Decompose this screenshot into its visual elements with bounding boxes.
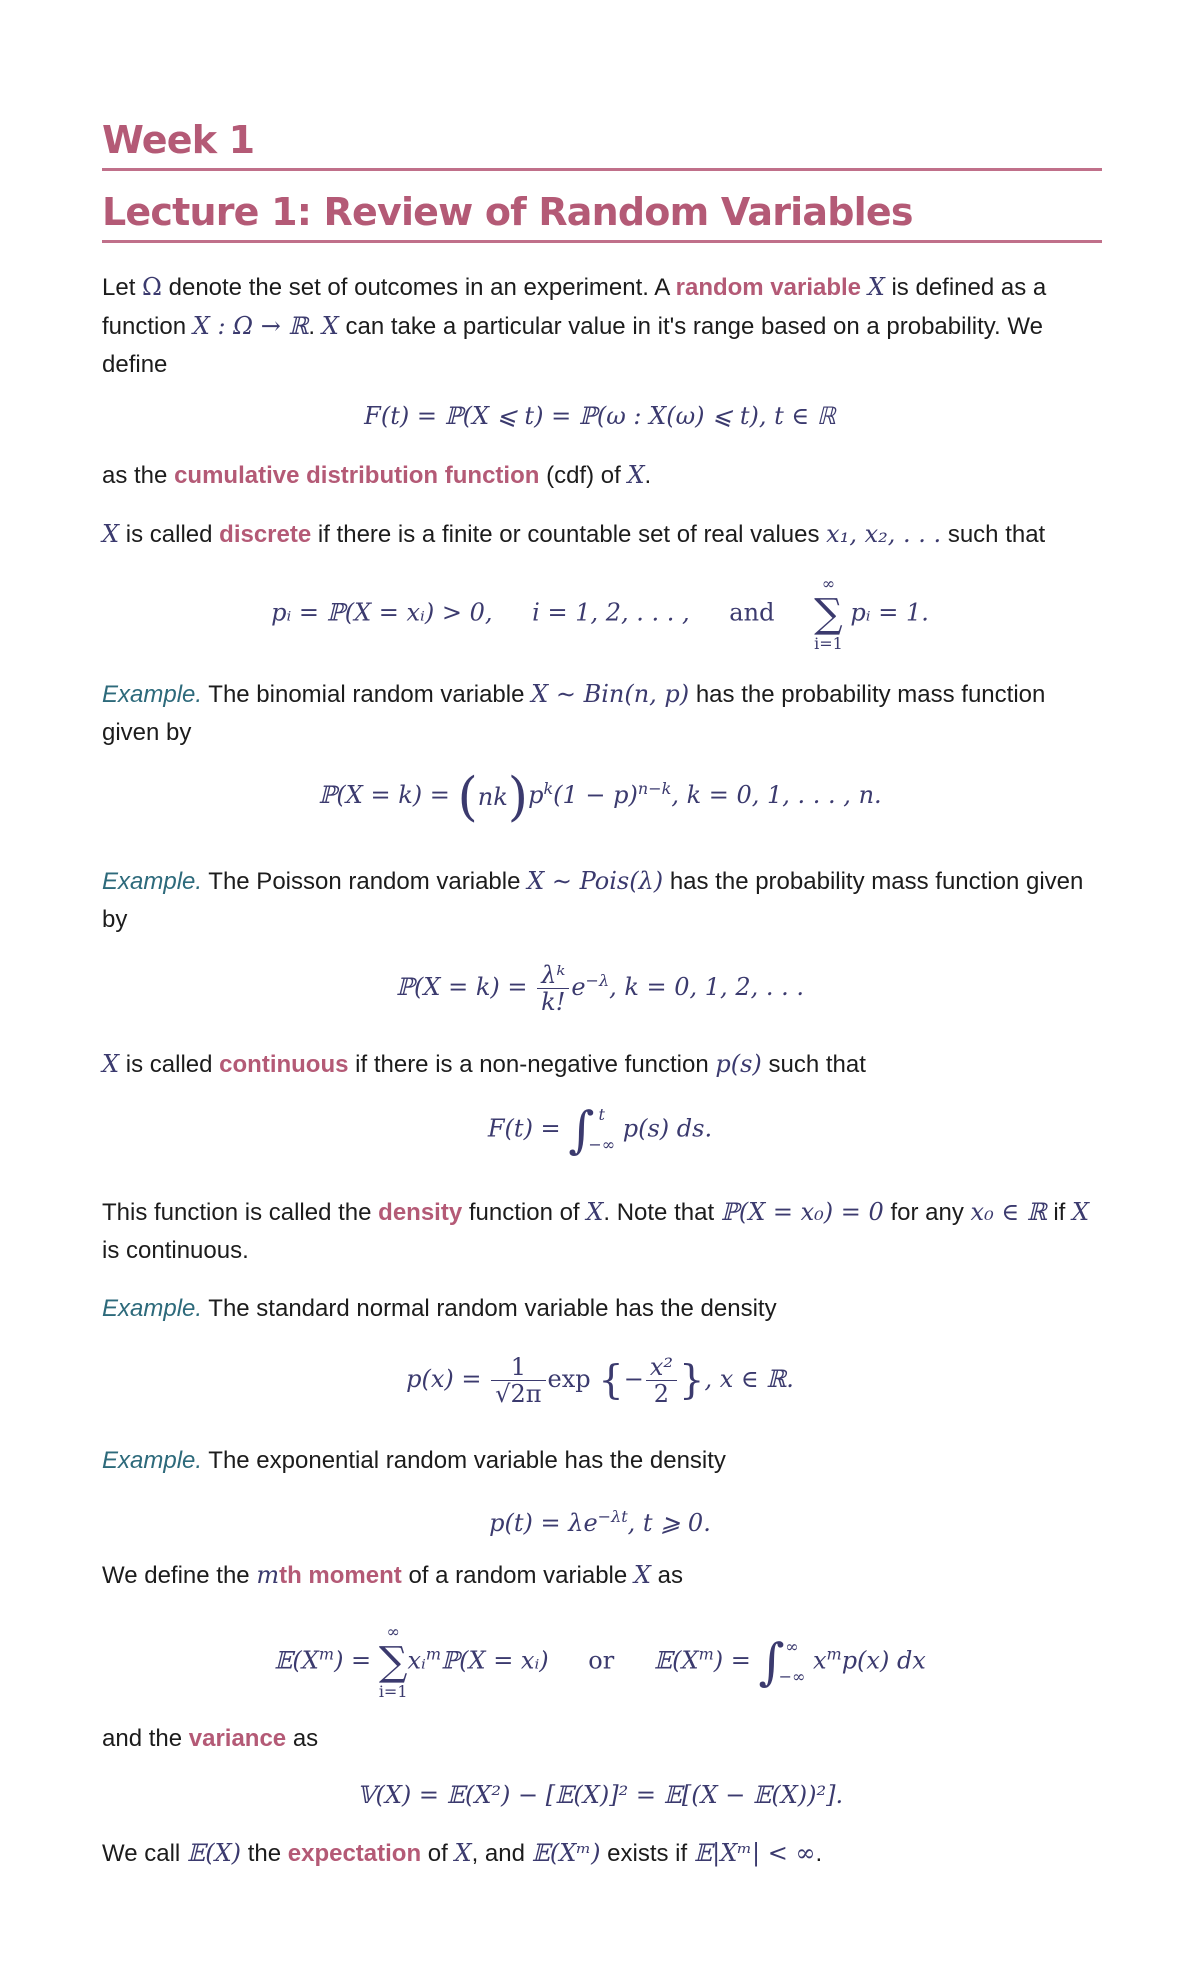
example-binomial: Example. The binomial random variable X ∼ Bin(n, p) has the probability mass function given by — [102, 680, 1046, 746]
integral-symbol: ∫ — [568, 1101, 595, 1159]
binomial-coefficient: (nk) — [457, 767, 529, 828]
term-expectation: expectation — [287, 1840, 422, 1867]
example-normal: Example. The standard normal random variable has the density — [102, 1295, 777, 1322]
equation-normal: p(x) = $\frac{1}{√2\pi}$ exp {− $\frac{\text{x²}}{2}$ }, x ∈ ℝ. — [406, 1353, 794, 1408]
expectation-paragraph: We call 𝔼(X) the expectation of X, and 𝔼(Xᵐ) exists if 𝔼|Xᵐ| < ∞. — [102, 1839, 823, 1867]
sum-symbol: ∞ ∑ i=1 — [378, 1622, 408, 1701]
term-density: density — [378, 1199, 463, 1226]
equation-binomial: ℙ(X = $k) = (nk)p^k(1 - p)^{n-k}$, k = 0, 1, . . . , n. — [318, 767, 882, 828]
week-heading: Week 1 — [102, 118, 1102, 171]
example-poisson: Example. The Poisson random variable X ∼ Pois(λ) has the probability mass function given by — [102, 867, 1084, 933]
term-continuous: continuous — [219, 1051, 349, 1078]
example-exponential: Example. The exponential random variable has the density — [102, 1447, 726, 1474]
fraction: $\frac{\text{λᵏ}}{k!}$ — [537, 962, 569, 1015]
continuous-paragraph: X is called continuous if there is a non-negative function p(s) such that — [102, 1050, 866, 1078]
example-label: Example. — [102, 681, 203, 708]
term-cdf: cumulative distribution function — [174, 462, 540, 489]
term-variance: variance — [188, 1725, 287, 1752]
example-label: Example. — [102, 1447, 203, 1474]
equation-discrete: pᵢ = ℙ(X = xᵢ) > 0, i = 1, 2, . . . , and ∞ ∑ i=1 pᵢ = 1. — [271, 574, 929, 653]
fraction: $\frac{\text{x²}}{2}$ — [646, 1354, 677, 1407]
integral-symbol: ∫ — [758, 1633, 785, 1691]
term-discrete: discrete — [219, 521, 312, 548]
example-label: Example. — [102, 1295, 203, 1322]
moment-paragraph: We define the mth moment of a random variable X as — [102, 1561, 684, 1589]
equation-exponential: $p(t) = \lambda e^{-\lambda t}$, t ⩾ 0. — [489, 1507, 711, 1537]
term-random-variable: random variable — [675, 274, 862, 301]
term-moment: th moment — [279, 1562, 402, 1589]
equation-moment: $𝔼(X^m)$ = ∞ ∑ i=1 xᵢ$^m$ℙ(X = xᵢ) or $𝔼(X^m)$ = ∫ ∞ −∞ $x^mp(x)$ dx — [274, 1622, 926, 1701]
lecture-heading: Lecture 1: Review of Random Variables — [102, 190, 1102, 243]
discrete-paragraph: X is called discrete if there is a finite or countable set of real values x₁, x₂, . . . such that — [102, 520, 1046, 548]
example-label: Example. — [102, 868, 203, 895]
intro-paragraph: Let Ω denote the set of outcomes in an experiment. A random variable X is defined as a function X : Ω → ℝ. X can take a particular value in it's range based on a probability. We define — [102, 273, 1047, 378]
cdf-paragraph: as the cumulative distribution function (cdf) of X. — [102, 461, 652, 489]
equation-cdf: F(t) = ℙ(X ⩽ t) = ℙ(ω : X(ω) ⩽ t), t ∈ ℝ — [364, 402, 836, 430]
equation-continuous: F(t) = ∫ t −∞ p(s) ds. — [487, 1101, 713, 1159]
density-paragraph: This function is called the density function of X. Note that ℙ(X = x₀) = 0 for any x₀ ∈ ℝ if X is continuous. — [102, 1198, 1090, 1264]
sum-symbol: ∞ ∑ i=1 — [814, 574, 843, 653]
fraction: $\frac{1}{√2\pi}$ — [491, 1354, 545, 1407]
equation-variance: 𝕍(X) = 𝔼(X²) − [𝔼(X)]² = 𝔼[(X − 𝔼(X))²]. — [356, 1781, 844, 1809]
variance-paragraph: and the variance as — [102, 1725, 319, 1752]
equation-poisson: ℙ(X = k) = $\frac{\text{λᵏ}}{k!}$ $e^{-\lambda}$, k = 0, 1, 2, . . . — [396, 961, 804, 1016]
